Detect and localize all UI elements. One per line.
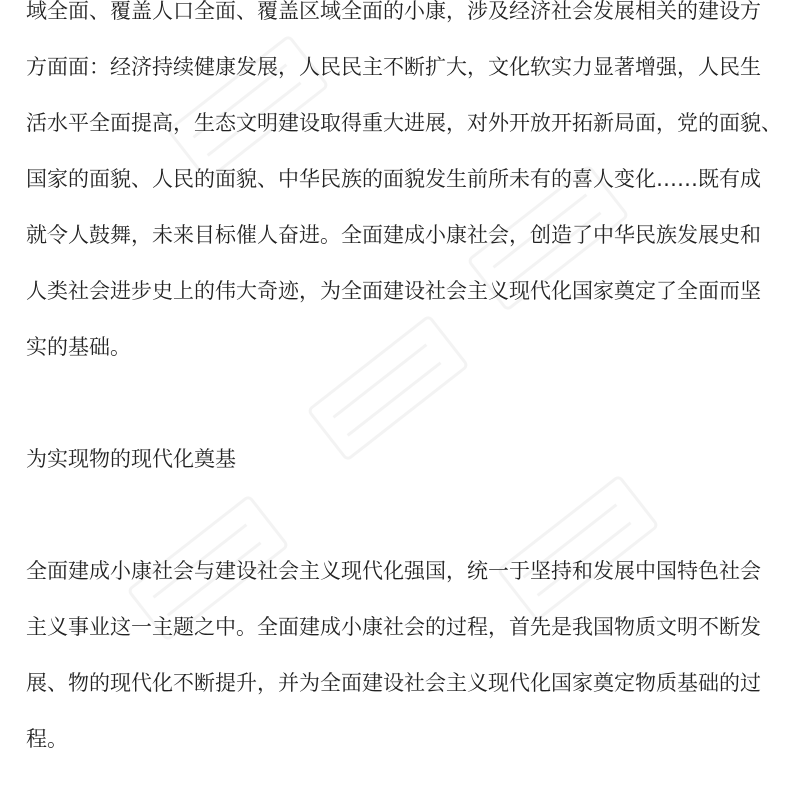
text-line: 实的基础。 [26,335,131,359]
text-line: 人类社会进步史上的伟大奇迹，为全面建设社会主义现代化国家奠定了全面而坚 [26,279,761,303]
text-line: 就令人鼓舞，未来目标催人奋进。全面建成小康社会，创造了中华民族发展史和 [26,223,761,247]
paragraph-gap [26,375,778,431]
text-line: 主义事业这一主题之中。全面建成小康社会的过程，首先是我国物质文明不断发 [26,615,761,639]
text-line: 国家的面貌、人民的面貌、中华民族的面貌发生前所未有的喜人变化……既有成 [26,167,761,191]
text-line: 全面建成小康社会与建设社会主义现代化强国，统一于坚持和发展中国特色社会 [26,559,761,583]
section-heading: 为实现物的现代化奠基 [26,447,236,471]
paragraph-1 [26,0,782,375]
text-line: 程。 [26,727,68,751]
text-line: 展、物的现代化不断提升，并为全面建设社会主义现代化国家奠定物质基础的过 [26,671,761,695]
article-body [26,0,782,767]
paragraph-2 [26,543,778,767]
text-line: 域全面、覆盖人口全面、覆盖区域全面的小康，涉及经济社会发展相关的建设方 [26,0,761,23]
text-line: 活水平全面提高，生态文明建设取得重大进展，对外开放开拓新局面，党的面貌、 [26,111,782,135]
paragraph-gap [26,487,778,543]
text-line: 方面面：经济持续健康发展，人民民主不断扩大，文化软实力显著增强，人民生 [26,55,761,79]
